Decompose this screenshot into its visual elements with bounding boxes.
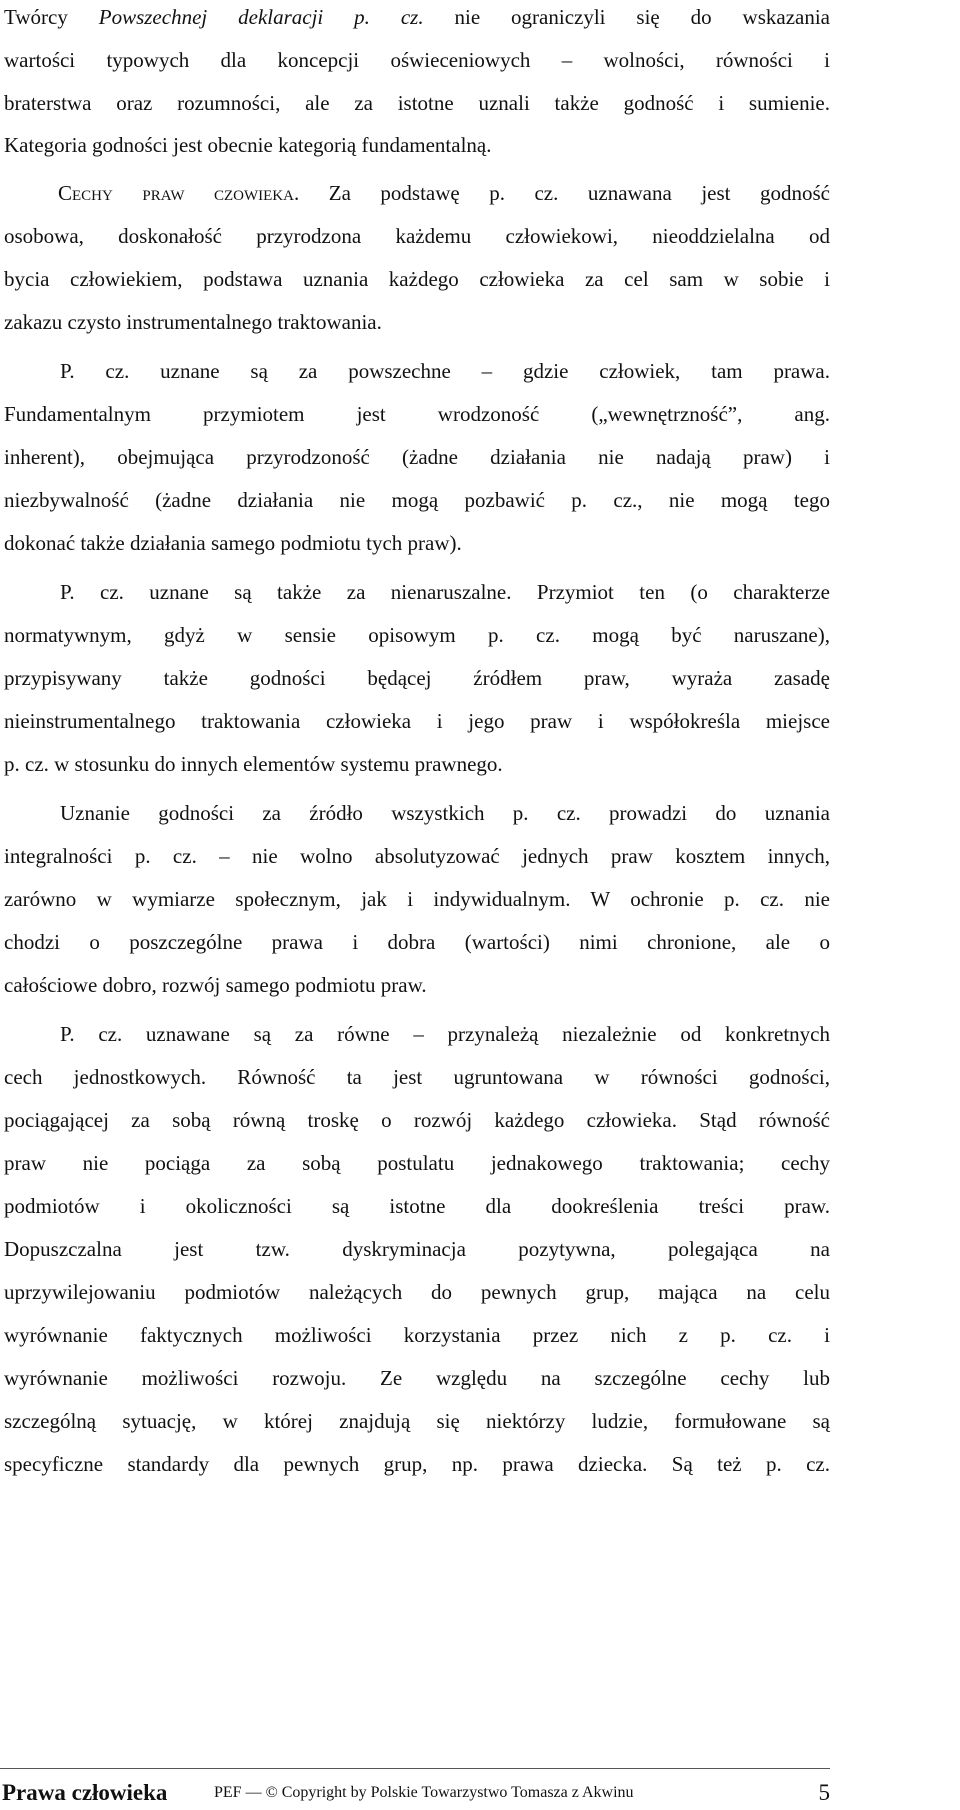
text-line: integralności p. cz. – nie wolno absolutyzować jednych praw kosztem innych,: [4, 844, 830, 868]
footer-title: Prawa człowieka: [2, 1780, 168, 1805]
text-line: pociągającej za sobą równą troskę o rozwój każdego człowieka. Stąd równość: [4, 1108, 830, 1132]
text-line: praw nie pociąga za sobą postulatu jednakowego traktowania; cechy: [4, 1151, 830, 1175]
text-line: dokonać także działania samego podmiotu tych praw).: [4, 531, 462, 555]
text-line: osobowa, doskonałość przyrodzona każdemu człowiekowi, nieoddzielalna od: [4, 224, 830, 248]
text-line: zakazu czysto instrumentalnego traktowania.: [4, 310, 382, 334]
footer-copyright: PEF — © Copyright by Polskie Towarzystwo Tomasza z Akwinu: [214, 1784, 634, 1801]
text-line: P. cz. uznane są także za nienaruszalne. Przymiot ten (o charakterze: [60, 580, 830, 604]
text-line: Fundamentalnym przymiotem jest wrodzoność („wewnętrzność”, ang.: [4, 402, 830, 426]
text-line: chodzi o poszczególne prawa i dobra (wartości) nimi chronione, ale o: [4, 930, 830, 954]
text-line: przypisywany także godności będącej źródłem praw, wyraża zasadę: [4, 666, 830, 690]
text-line: normatywnym, gdyż w sensie opisowym p. cz. mogą być naruszane),: [4, 623, 830, 647]
page-number: 5: [818, 1780, 830, 1805]
text-line: uprzywilejowaniu podmiotów należących do pewnych grup, mająca na celu: [4, 1280, 830, 1304]
text-line: braterstwa oraz rozumności, ale za istotne uznali także godność i sumienie.: [4, 91, 830, 115]
text-line: bycia człowiekiem, podstawa uznania każdego człowieka za cel sam w sobie i: [4, 267, 830, 291]
text-line: Cechy praw czowieka. Za podstawę p. cz. uznawana jest godność: [58, 181, 830, 205]
text-line: specyficzne standardy dla pewnych grup, np. prawa dziecka. Są też p. cz.: [4, 1452, 830, 1476]
text-line: Dopuszczalna jest tzw. dyskryminacja pozytywna, polegająca na: [4, 1237, 830, 1261]
text-line: p. cz. w stosunku do innych elementów systemu prawnego.: [4, 752, 503, 776]
text-line: wartości typowych dla koncepcji oświeceniowych – wolności, równości i: [4, 48, 830, 72]
text-line: cech jednostkowych. Równość ta jest ugruntowana w równości godności,: [4, 1065, 830, 1089]
text-line: inherent), obejmująca przyrodzoność (żadne działania nie nadają praw) i: [4, 445, 830, 469]
text-line: podmiotów i okoliczności są istotne dla dookreślenia treści praw.: [4, 1194, 830, 1218]
text-line: Twórcy Powszechnej deklaracji p. cz. nie ograniczyli się do wskazania: [4, 5, 830, 29]
text-line: Uznanie godności za źródło wszystkich p. cz. prowadzi do uznania: [60, 801, 830, 825]
section-heading: Cechy praw czowieka: [58, 181, 294, 205]
text-line: zarówno w wymiarze społecznym, jak i indywidualnym. W ochronie p. cz. nie: [4, 887, 830, 911]
text-line: Kategoria godności jest obecnie kategorią fundamentalną.: [4, 133, 492, 157]
footer-divider: [0, 1768, 830, 1769]
text-line: nieinstrumentalnego traktowania człowieka i jego praw i współokreśla miejsce: [4, 709, 830, 733]
text-line: P. cz. uznawane są za równe – przynależą niezależnie od konkretnych: [60, 1022, 830, 1046]
text-line: wyrównanie faktycznych możliwości korzystania przez nich z p. cz. i: [4, 1323, 830, 1347]
text-line: P. cz. uznane są za powszechne – gdzie człowiek, tam prawa.: [60, 359, 830, 383]
text-line: szczególną sytuację, w której znajdują się niektórzy ludzie, formułowane są: [4, 1409, 830, 1433]
text-line: niezbywalność (żadne działania nie mogą pozbawić p. cz., nie mogą tego: [4, 488, 830, 512]
text-line: całościowe dobro, rozwój samego podmiotu praw.: [4, 973, 427, 997]
italic-title: Powszechnej deklaracji p. cz.: [98, 5, 424, 29]
text-line: wyrównanie możliwości rozwoju. Ze względu na szczególne cechy lub: [4, 1366, 830, 1390]
page-footer: [0, 1768, 830, 1808]
